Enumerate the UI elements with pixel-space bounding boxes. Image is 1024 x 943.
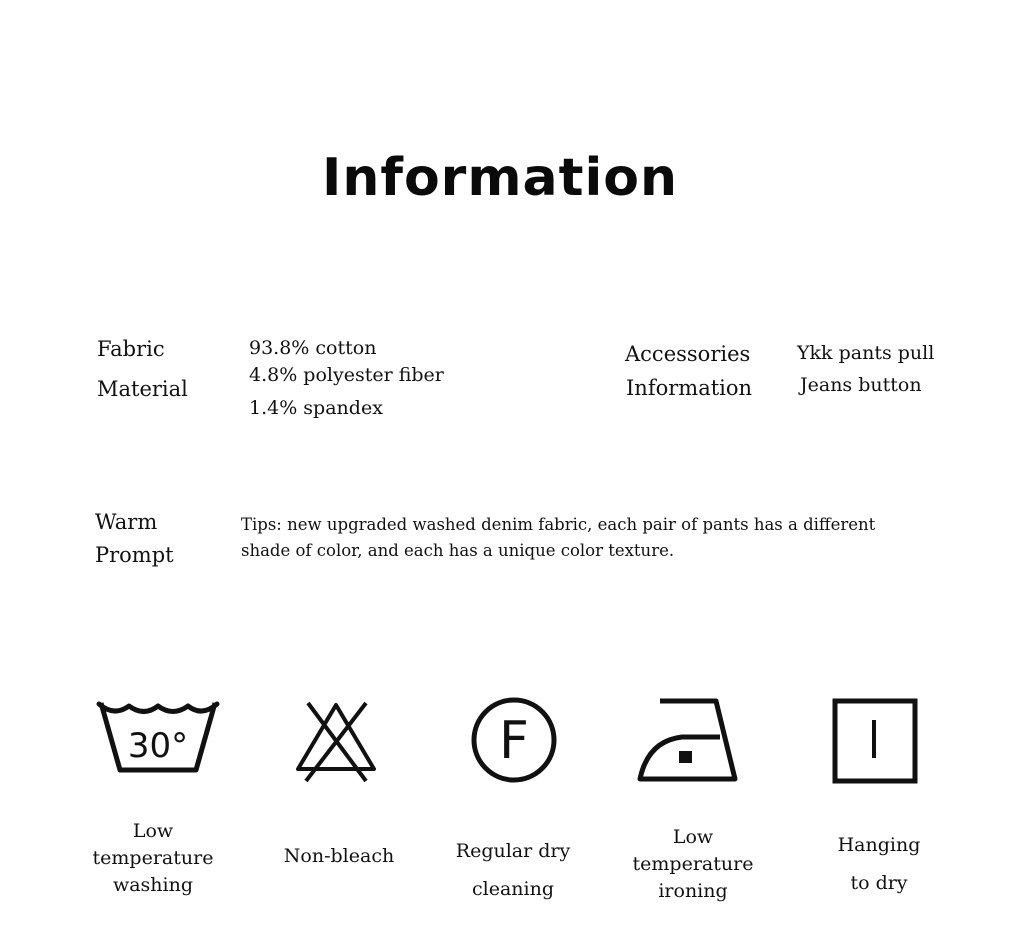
prompt-tip — [241, 512, 941, 564]
dry-clean-letter: F — [499, 711, 529, 771]
care-label-washing — [63, 818, 243, 899]
care-label-line: to dry — [850, 872, 908, 894]
care-label-line: temperature — [632, 853, 754, 875]
fabric-value: 4.8% polyester fiber — [249, 364, 444, 386]
fabric-label-line1: Fabric — [97, 337, 165, 361]
care-label-line: Low — [132, 820, 174, 842]
care-label-line: Non-bleach — [283, 845, 395, 867]
fabric-value: 93.8% cotton — [249, 337, 377, 359]
iron-low-icon — [636, 697, 740, 783]
care-label-line: Hanging — [837, 834, 921, 856]
care-label-line: Regular dry — [455, 840, 571, 862]
care-label-line: washing — [112, 874, 194, 896]
fabric-label-line2: Material — [97, 377, 188, 401]
care-label-bleach — [249, 843, 429, 870]
dry-clean-f-icon — [470, 696, 560, 786]
care-label-hanging — [789, 826, 969, 902]
wash-temp-text: 30° — [127, 726, 189, 766]
prompt-label-line2: Prompt — [95, 543, 174, 567]
prompt-tip-line2: shade of color, and each has a unique color texture. — [241, 541, 675, 560]
fabric-value: 1.4% spandex — [249, 397, 383, 419]
accessories-label-line1: Accessories — [625, 342, 751, 366]
page-title: Information — [321, 148, 679, 208]
care-label-ironing — [603, 824, 783, 905]
care-label-line: ironing — [658, 880, 728, 902]
accessory-value: Ykk pants pull — [797, 342, 935, 364]
care-label-line: temperature — [92, 847, 214, 869]
care-label-line: Low — [672, 826, 714, 848]
hang-dry-icon — [832, 698, 918, 784]
prompt-label-line1: Warm — [95, 510, 158, 534]
care-label-dry-cleaning — [423, 832, 603, 908]
accessory-value: Jeans button — [800, 374, 922, 396]
care-label-line: cleaning — [471, 878, 554, 900]
prompt-tip-line1: Tips: new upgraded washed denim fabric, each pair of pants has a different — [241, 515, 876, 534]
wash-30-icon — [96, 697, 220, 775]
no-bleach-icon — [294, 701, 378, 783]
accessories-label-line2: Information — [626, 376, 753, 400]
